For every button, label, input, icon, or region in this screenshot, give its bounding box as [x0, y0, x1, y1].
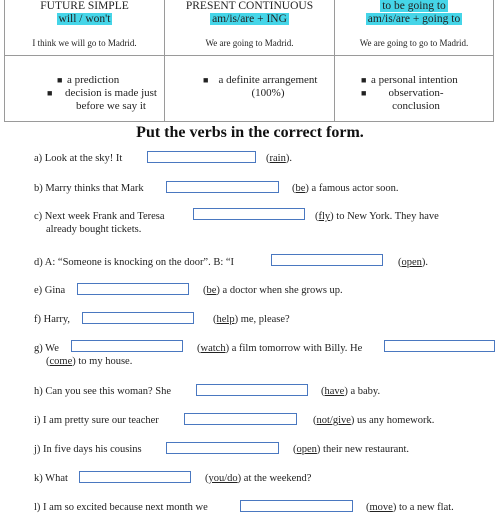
exercise-item-c: c) Next week Frank and Teresa [34, 211, 165, 222]
answer-input-i[interactable] [184, 413, 297, 425]
divider [165, 55, 334, 56]
answer-input-e[interactable] [77, 283, 189, 295]
column-title: to be going to [382, 0, 446, 12]
verb-hint-g: (watch) a film tomorrow with Billy. He [197, 343, 363, 354]
column-present-continuous [165, 0, 335, 122]
grammar-table [4, 0, 494, 122]
answer-input-b[interactable] [166, 181, 279, 193]
bullet-icon: ■ [203, 75, 209, 85]
verb-hint-h: (have) a baby. [321, 386, 381, 397]
usage-item: ■ a definite arrangement (100%) [203, 74, 318, 99]
exercise-item-j: j) In five days his cousins [34, 444, 142, 455]
answer-input-f[interactable] [82, 312, 194, 324]
answer-input-g1[interactable] [71, 340, 183, 352]
answer-input-k[interactable] [79, 471, 191, 483]
column-title: PRESENT CONTINUOUS [185, 0, 314, 12]
answer-input-h[interactable] [196, 384, 308, 396]
exercise-item-l: l) I am so excited because next month we [34, 502, 208, 513]
divider [335, 55, 493, 56]
verb-hint-d: (open). [398, 257, 429, 268]
answer-input-a[interactable] [147, 151, 256, 163]
usage-list [201, 74, 334, 100]
column-example: I think we will go to Madrid. [32, 38, 137, 48]
answer-input-d[interactable] [271, 254, 383, 266]
exercise-item-e: e) Gina [34, 285, 66, 296]
verb-hint-f: (help) me, please? [213, 314, 290, 325]
verb-hint-b: (be) a famous actor soon. [292, 183, 399, 194]
column-example: We are going to go to Madrid. [359, 38, 469, 48]
usage-list [47, 74, 164, 113]
verb-hint-e: (be) a doctor when she grows up. [203, 285, 343, 296]
answer-input-g2[interactable] [384, 340, 495, 352]
answer-input-j[interactable] [166, 442, 279, 454]
answer-input-c[interactable] [193, 208, 305, 220]
answer-input-l[interactable] [240, 500, 353, 512]
bullet-icon: ■ [57, 75, 63, 85]
column-title: FUTURE SIMPLE [40, 0, 129, 12]
exercise-item-k: k) What [34, 473, 68, 484]
divider [5, 55, 164, 56]
exercise-item-h: h) Can you see this woman? She [34, 386, 172, 397]
exercise-item-f: f) Harry, [34, 314, 71, 325]
column-form: am/is/are + ING [212, 13, 287, 25]
verb-hint-i: (not/give) us any homework. [313, 415, 435, 426]
exercise-item-d: d) A: “Someone is knocking on the door”. B: “I [34, 257, 235, 268]
usage-list [359, 74, 493, 113]
verb-hint-k: (you/do) at the weekend? [205, 473, 312, 484]
bullet-icon: ■ [361, 88, 367, 98]
exercise-item-c-line2: already bought tickets. [46, 224, 142, 235]
exercise-item-g: g) We [34, 343, 59, 354]
verb-hint-a: (rain). [266, 153, 292, 164]
verb-hint-c: (fly) to New York. They have [315, 211, 439, 222]
exercise-title: Put the verbs in the correct form. [136, 124, 364, 141]
exercise-item-b: b) Marry thinks that Mark [34, 183, 144, 194]
verb-hint-j: (open) their new restaurant. [293, 444, 410, 455]
exercise-item-a: a) Look at the sky! It [34, 153, 123, 164]
verb-hint-l: (move) to a new flat. [366, 502, 454, 513]
usage-item: ■ a personal intention [361, 74, 458, 86]
usage-item: ■ decision is made just before we say it [47, 87, 157, 112]
column-form: will / won't [58, 13, 111, 25]
column-example: We are going to Madrid. [205, 38, 294, 48]
column-going-to [335, 0, 493, 122]
bullet-icon: ■ [361, 75, 367, 85]
bullet-icon: ■ [47, 88, 53, 98]
usage-item: ■ a prediction [57, 74, 120, 86]
column-future-simple [5, 0, 165, 122]
usage-item: ■ observation-conclusion [361, 87, 444, 112]
verb-hint-g2: (come) to my house. [46, 356, 133, 367]
exercise-item-i: i) I am pretty sure our teacher [34, 415, 159, 426]
column-form: am/is/are + going to [367, 13, 461, 25]
